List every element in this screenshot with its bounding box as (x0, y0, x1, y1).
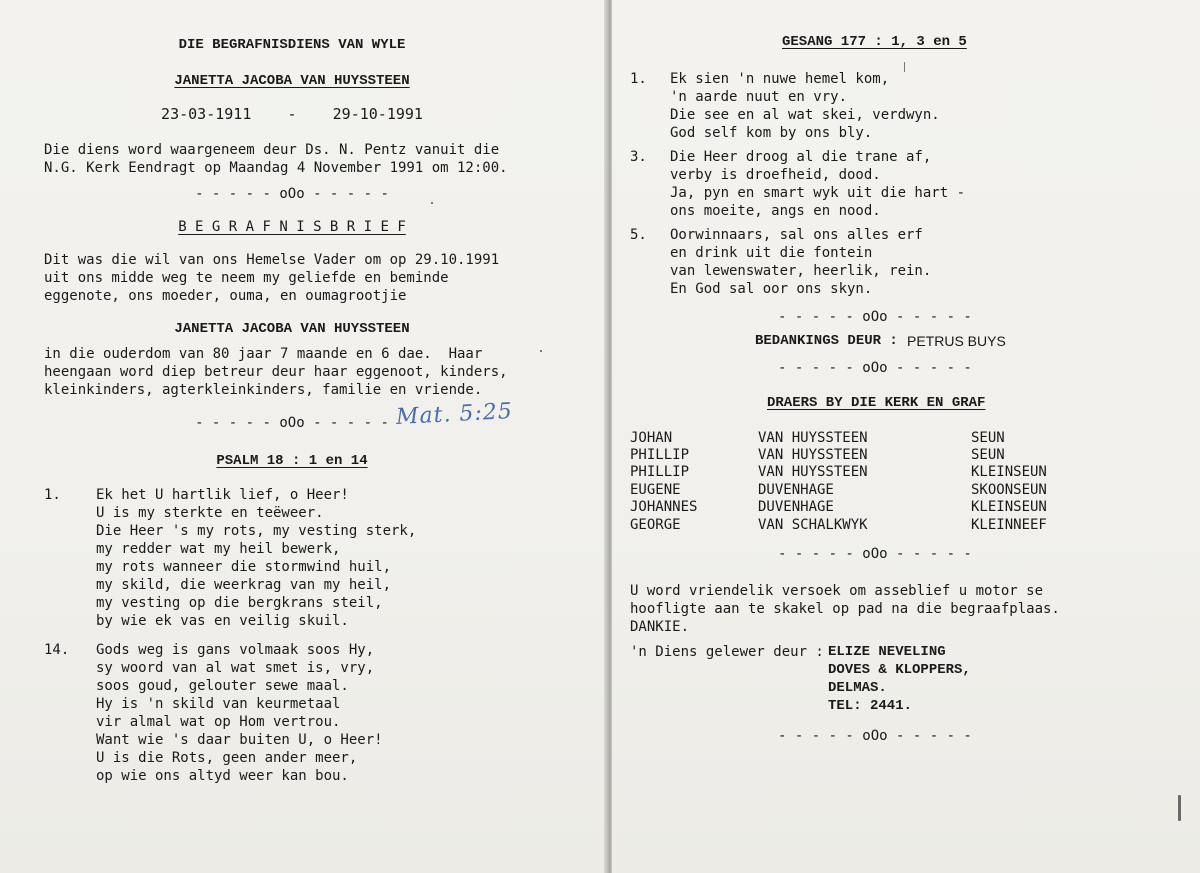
paper-speck (540, 350, 542, 352)
verse-line: Gods weg is gans volmaak soos Hy, (96, 642, 375, 658)
verse-line: soos goud, gelouter sewe maal. (96, 678, 349, 694)
bearer-surname: VAN HUYSSTEEN (758, 447, 868, 463)
paper-mark (904, 62, 905, 72)
paper-speck (431, 202, 433, 204)
letter-line-3: eggenote, ons moeder, ouma, en oumagrootjie (44, 288, 407, 304)
verse-line: op wie ons altyd weer kan bou. (96, 768, 349, 784)
bearer-surname: VAN HUYSSTEEN (758, 464, 868, 480)
verse-number: 3. (630, 149, 647, 165)
verse-line: U is my sterkte en teëweer. (96, 505, 324, 521)
verse-line: verby is droefheid, dood. (670, 167, 881, 183)
bearer-relation: KLEINNEEF (971, 517, 1047, 533)
life-dates: 23-03-1911 - 29-10-1991 (161, 105, 423, 123)
verse-line: Ja, pyn en smart wyk uit die hart - (670, 185, 966, 201)
verse-line: ons moeite, angs en nood. (670, 203, 881, 219)
bearer-relation: SEUN (971, 430, 1005, 446)
service-line-1: Die diens word waargeneem deur Ds. N. Pentz vanuit die (44, 142, 500, 158)
bearer-first-name: JOHANNES (630, 499, 698, 515)
separator: - - - - - oOo - - - - - (195, 415, 389, 431)
request-line-2: hoofligte aan te skakel op pad na die begraafplaas. (630, 601, 1060, 617)
verse-line: 'n aarde nuut en vry. (670, 89, 848, 105)
bearer-relation: KLEINSEUN (971, 499, 1047, 515)
thanks-name: PETRUS BUYS (907, 333, 1006, 349)
verse-line: van lewenswater, heerlik, rein. (670, 263, 932, 279)
bearer-first-name: PHILLIP (630, 464, 690, 480)
separator: - - - - - oOo - - - - - (195, 186, 389, 202)
request-line-3: DANKIE. (630, 619, 690, 635)
service-by-line: ELIZE NEVELING (828, 644, 946, 660)
request-line-1: U word vriendelik versoek om asseblief u motor se (630, 583, 1044, 599)
separator: - - - - - oOo - - - - - (778, 546, 972, 562)
bearer-first-name: JOHAN (630, 430, 673, 446)
bearer-first-name: GEORGE (630, 517, 681, 533)
age-line-2: heengaan word diep betreur deur haar eggenoot, kinders, (44, 364, 508, 380)
letter-heading: B E G R A F N I S B R I E F (178, 219, 406, 235)
verse-line: Ek sien 'n nuwe hemel kom, (670, 71, 890, 87)
verse-line: Die see en al wat skei, verdwyn. (670, 107, 940, 123)
bearer-surname: DUVENHAGE (758, 482, 834, 498)
service-by-line: DOVES & KLOPPERS, (828, 662, 971, 678)
service-by-line: TEL: 2441. (828, 698, 913, 714)
bearers-heading: DRAERS BY DIE KERK EN GRAF (767, 395, 986, 411)
bearer-relation: SEUN (971, 447, 1005, 463)
bearer-relation: KLEINSEUN (971, 464, 1047, 480)
right-page (612, 0, 1200, 873)
psalm-heading: PSALM 18 : 1 en 14 (216, 453, 368, 469)
verse-line: U is die Rots, geen ander meer, (96, 750, 358, 766)
age-line-1: in die ouderdom van 80 jaar 7 maande en 6 dae. Haar (44, 346, 483, 362)
bearer-surname: VAN HUYSSTEEN (758, 430, 868, 446)
verse-line: by wie ek vas en veilig skuil. (96, 613, 349, 629)
verse-line: En God sal oor ons skyn. (670, 281, 873, 297)
service-by-line: DELMAS. (828, 680, 887, 696)
bearer-relation: SKOONSEUN (971, 482, 1047, 498)
separator: - - - - - oOo - - - - - (778, 360, 972, 376)
paper-mark (1178, 795, 1181, 821)
hymn-heading: GESANG 177 : 1, 3 en 5 (782, 34, 967, 50)
letter-line-1: Dit was die wil van ons Hemelse Vader om op 29.10.1991 (44, 252, 500, 268)
verse-line: God self kom by ons bly. (670, 125, 873, 141)
separator: - - - - - oOo - - - - - (778, 728, 972, 744)
bearer-surname: DUVENHAGE (758, 499, 834, 515)
verse-number: 5. (630, 227, 647, 243)
verse-line: Hy is 'n skild van keurmetaal (96, 696, 341, 712)
deceased-name-repeat: JANETTA JACOBA VAN HUYSSTEEN (174, 321, 410, 337)
bearer-first-name: EUGENE (630, 482, 681, 498)
bearer-surname: VAN SCHALKWYK (758, 517, 868, 533)
separator: - - - - - oOo - - - - - (778, 309, 972, 325)
verse-line: my skild, die weerkrag van my heil, (96, 577, 392, 593)
verse-line: vir almal wat op Hom vertrou. (96, 714, 341, 730)
service-by-label: 'n Diens gelewer deur : (630, 644, 824, 660)
service-line-2: N.G. Kerk Eendragt op Maandag 4 November 1991 om 12:00. (44, 160, 508, 176)
handwritten-note: Mat. 5:25 (395, 398, 514, 431)
service-title: DIE BEGRAFNISDIENS VAN WYLE (178, 37, 406, 53)
verse-line: Die Heer droog al die trane af, (670, 149, 932, 165)
bearer-first-name: PHILLIP (630, 447, 690, 463)
deceased-name: JANETTA JACOBA VAN HUYSSTEEN (174, 73, 410, 89)
verse-number: 1. (44, 487, 61, 503)
thanks-label: BEDANKINGS DEUR : (755, 333, 898, 349)
verse-line: sy woord van al wat smet is, vry, (96, 660, 375, 676)
verse-number: 1. (630, 71, 647, 87)
verse-line: my rots wanneer die stormwind huil, (96, 559, 392, 575)
verse-line: Oorwinnaars, sal ons alles erf (670, 227, 923, 243)
verse-line: Want wie 's daar buiten U, o Heer! (96, 732, 383, 748)
age-line-3: kleinkinders, agterkleinkinders, familie en vriende. (44, 382, 483, 398)
verse-line: en drink uit die fontein (670, 245, 873, 261)
verse-line: my redder wat my heil bewerk, (96, 541, 341, 557)
verse-line: Die Heer 's my rots, my vesting sterk, (96, 523, 417, 539)
letter-line-2: uit ons midde weg te neem my geliefde en beminde (44, 270, 449, 286)
verse-line: Ek het U hartlik lief, o Heer! (96, 487, 349, 503)
verse-line: my vesting op die bergkrans steil, (96, 595, 383, 611)
verse-number: 14. (44, 642, 70, 658)
